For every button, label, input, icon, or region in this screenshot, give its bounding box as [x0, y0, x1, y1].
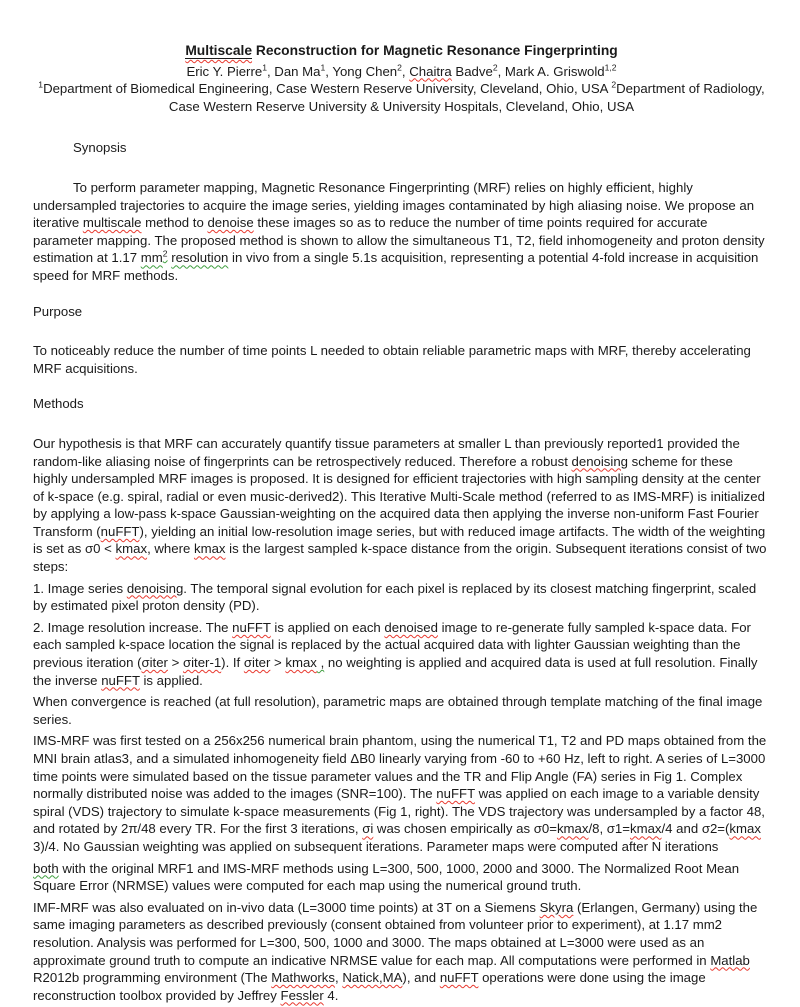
- text-run: image to re-generate fully sampled k-space data. For each sampled k-space location the signal is replaced by the actual acquired data with lighter Gaussian weighting than the previous iteration (: [33, 619, 751, 671]
- text-run: resolution: [171, 250, 229, 266]
- text-run: >: [270, 655, 286, 671]
- text-run: Reconstruction for Magnetic Resonance Fingerprinting: [252, 43, 618, 58]
- text-run: , Mark A. Griswold: [497, 63, 605, 79]
- text-run: (Erlangen, Germany) using the same imaging parameters as described previously (consent obtained from volunteer prior to experiment), at 1.17 mm2 resolution. Analysis was performed for L=300, 500, 1000 and 3000. The maps obtained at L=3000 were used as an approximate ground truth to compute an indicative NRMSE value for each map. All computations were performed in: [33, 899, 758, 968]
- text-run: , where: [147, 541, 194, 557]
- text-run: kmax: [729, 821, 761, 837]
- text-run: nuFFT: [439, 970, 479, 986]
- text-run: operations were done using the image reconstruction toolbox provided by Jeffrey: [33, 970, 706, 1003]
- text-run: mm: [140, 250, 163, 266]
- text-run: was chosen empirically as σ0=: [373, 821, 557, 837]
- text-run: denoise: [207, 215, 254, 231]
- document-content: [33, 42, 770, 1004]
- text-run: . The temporal signal evolution for each pixel is replaced by its closest matching fingerprint, scaled by estimated pixel proton density (PD).: [33, 580, 757, 614]
- text-run: nuFFT: [101, 672, 140, 688]
- text-run: method to: [141, 215, 208, 231]
- text-run: multiscale: [82, 215, 142, 231]
- text-run: denoised: [384, 619, 438, 635]
- authors-line: [33, 63, 770, 81]
- text-run: , Dan Ma: [266, 63, 321, 79]
- text-run: denoising: [126, 580, 184, 596]
- text-run: ), yielding an initial low-resolution image series, but with reduced image artifacts. The width of the weighting is set as σ0 <: [33, 523, 766, 557]
- text-run: σi: [362, 821, 374, 837]
- paper-title: [33, 42, 770, 60]
- section-heading-purpose: [33, 303, 770, 321]
- text-run: , Yong Chen: [325, 63, 398, 79]
- text-run: σiter: [243, 655, 271, 671]
- text-run: kmax: [115, 541, 148, 557]
- text-run: 1: [262, 62, 267, 73]
- text-run: /8, σ1=: [588, 821, 630, 837]
- text-run: σiter-1: [182, 655, 222, 671]
- text-run: 2: [611, 79, 617, 90]
- methods-hypothesis-paragraph: [33, 435, 770, 576]
- text-run: kmax: [556, 821, 589, 837]
- text-run: Fessler: [280, 987, 324, 1003]
- method-step-1: [33, 580, 770, 615]
- text-run: To perform parameter mapping, Magnetic Resonance Fingerprinting (MRF) relies on highly efficient, highly undersampled trajectories to acquire the image series, yielding images contaminated by high aliasing noise. We propose an iterative: [33, 179, 755, 231]
- text-run: σiter: [141, 655, 168, 671]
- text-run: Department of Biomedical Engineering, Case Western Reserve University, Cleveland, Ohio, USA: [43, 81, 612, 97]
- text-run: Synopsis: [73, 140, 127, 156]
- text-run: 4.: [323, 987, 339, 1003]
- text-run: ). If: [221, 655, 244, 671]
- text-run: ,: [335, 970, 343, 986]
- text-run: Skyra: [539, 899, 574, 915]
- text-run: ,: [401, 63, 410, 79]
- text-run: 3)/4. No Gaussian weighting was applied on subsequent iterations. Parameter maps were computed after N iterations: [33, 838, 719, 854]
- text-run: 1. Image series: [33, 580, 127, 596]
- text-run: both: [33, 860, 59, 876]
- text-run: >: [167, 655, 183, 671]
- text-run: Mathworks: [271, 970, 335, 986]
- method-step-2: [33, 619, 770, 689]
- text-run: is applied.: [139, 672, 203, 688]
- text-run: 2: [162, 248, 168, 259]
- text-run: kmax: [629, 821, 662, 837]
- text-run: no weighting is applied and acquired data is used at full resolution. Finally the inverse: [33, 655, 758, 688]
- text-run: IMS-MRF was first tested on a 256x256 numerical brain phantom, using the numerical T1, T2 and PD maps obtained from the MNI brain atlas3, and a simulated inhomogeneity field ΔB0 linearly varying from -60 to +60 Hz, left to right. A series of L=3000 time points were simulated based on the tissue parameter values and the TR and Flip Angle (FA) series in Fig 1. Complex normally distributed noise was added to the images (SNR=100). The: [33, 733, 767, 802]
- text-run: When convergence is reached (at full resolution), parametric maps are obtained through template matching of the final image series.: [33, 694, 763, 727]
- section-heading-synopsis: [33, 139, 770, 157]
- text-run: Chaitra: [409, 63, 452, 79]
- text-run: Department of Radiology, Case Western Reserve University & University Hospitals, Cleveland, Ohio, USA: [168, 81, 765, 114]
- synopsis-paragraph: [33, 179, 770, 285]
- text-run: IMF-MRF was also evaluated on in-vivo data (L=3000 time points) at 3T on a Siemens: [33, 899, 540, 915]
- text-run: kmax: [285, 655, 317, 671]
- text-run: 2: [492, 62, 498, 73]
- text-run: 2. Image resolution increase. The: [33, 619, 233, 635]
- text-run: To noticeably reduce the number of time points L needed to obtain reliable parametric maps with MRF, thereby accelerating MRF acquisitions.: [33, 343, 751, 376]
- text-run: was applied on each image to a variable density spiral (VDS) trajectory to simulate k-space measurements (Fig 1, right). The VDS trajectory was undersampled by a factor 48, and rotated by 2π/48 every TR. For the first 3 iterations,: [33, 786, 765, 837]
- purpose-paragraph: [33, 342, 770, 377]
- text-run: nuFFT: [100, 523, 140, 539]
- affiliations-line: [33, 80, 770, 115]
- text-run: Matlab: [710, 952, 750, 968]
- text-run: nuFFT: [232, 619, 271, 635]
- text-run: ,: [316, 655, 325, 671]
- text-run: Multiscale: [185, 43, 253, 58]
- text-run: these images so as to reduce the number of time points required for accurate parameter mapping. The proposed method is shown to allow the simultaneous T1, T2, field inhomogeneity and proton density estimation at 1.17: [33, 215, 765, 266]
- text-run: Eric Y. Pierre: [186, 63, 263, 79]
- text-run: R2012b programming environment (The: [33, 970, 272, 986]
- text-run: Our hypothesis is that MRF can accurately quantify tissue parameters at smaller L than previously reported1 provided the random-like aliasing noise of fingerprints can be retrospectively reduced. Therefore a robust: [33, 435, 740, 469]
- text-run: 1: [320, 62, 326, 73]
- text-run: Methods: [33, 396, 84, 412]
- text-run: 1,2: [604, 62, 617, 73]
- text-run: with the original MRF1 and IMS-MRF methods using L=300, 500, 1000, 2000 and 3000. The Normalized Root Mean Square Error (NRMSE) values were computed for each map using the numerical ground truth.: [33, 860, 740, 894]
- text-run: kmax: [193, 541, 226, 557]
- text-run: denoising: [571, 453, 628, 469]
- invivo-evaluation-paragraph: [33, 899, 770, 1005]
- text-run: Badve: [451, 63, 493, 79]
- section-heading-methods: [33, 395, 770, 413]
- numerical-evaluation-paragraph: [33, 732, 770, 855]
- text-run: nuFFT: [436, 786, 475, 802]
- text-run: scheme for these highly undersampled MRF images is proposed. It is designed for efficient trajectories with high sampling density at the center of k-space (e.g. spiral, radial or even music-derived2). This Iterative Multi-Scale method (referred to as IMS-MRF) is initialized by applying a low-pass k-space Gaussian-weighting on the acquired data then applying the inverse non-uniform Fast Fourier Transform (: [33, 453, 765, 539]
- text-run: is the largest sampled k-space distance from the origin. Subsequent iterations consist of two steps:: [33, 541, 767, 575]
- text-run: ), and: [402, 970, 440, 986]
- text-run: in vivo from a single 5.1s acquisition, representing a potential 4-fold increase in acquisition speed for MRF methods.: [33, 250, 759, 283]
- text-run: 1: [38, 79, 44, 90]
- text-run: is applied on each: [270, 619, 385, 635]
- convergence-paragraph: [33, 693, 770, 728]
- nrmse-paragraph: [33, 860, 770, 895]
- text-run: Natick,MA: [342, 970, 403, 986]
- text-run: /4 and σ2=(: [661, 821, 730, 837]
- text-run: Purpose: [33, 303, 83, 319]
- text-run: 2: [397, 62, 402, 73]
